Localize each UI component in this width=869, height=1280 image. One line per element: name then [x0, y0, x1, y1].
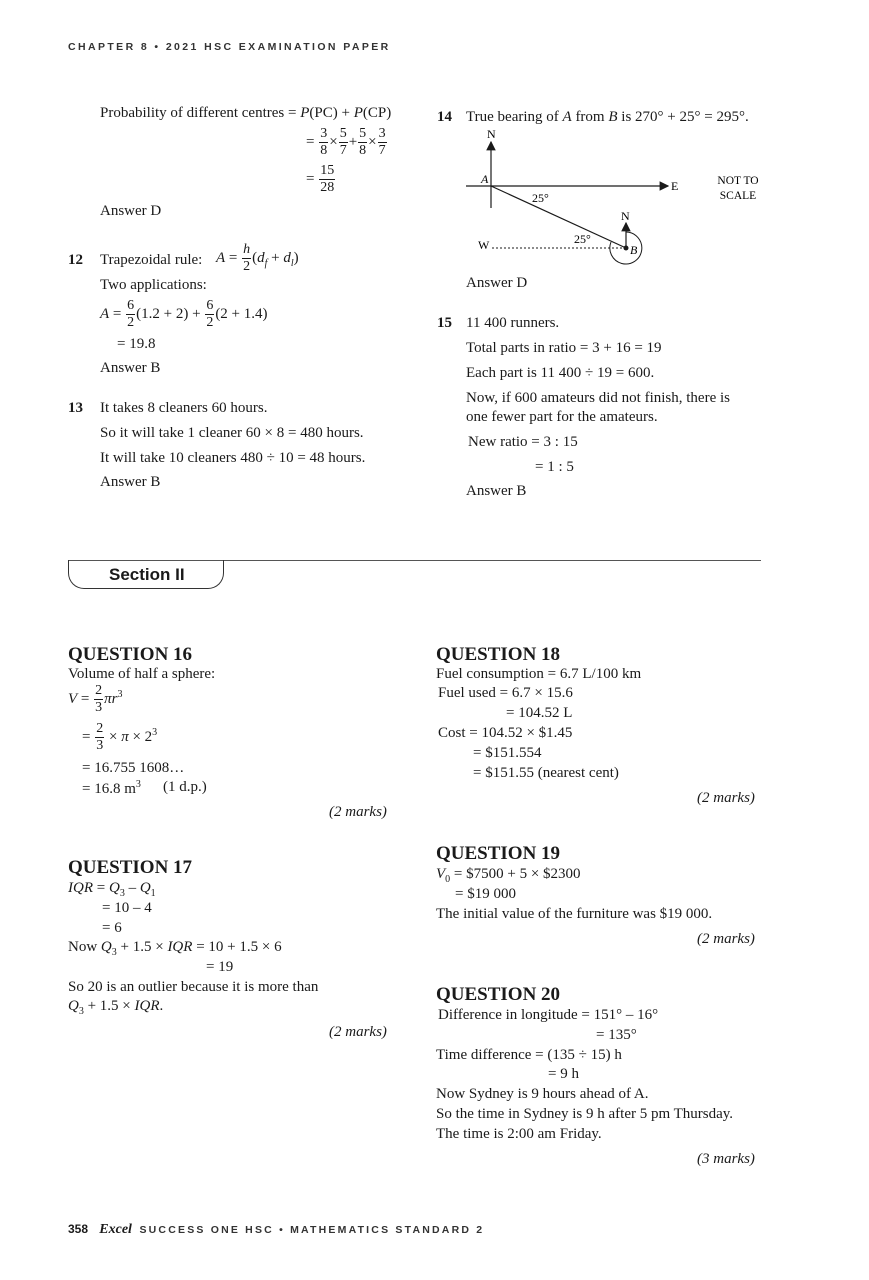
q20-line: = 9 h	[548, 1066, 579, 1082]
q19-line: The initial value of the furniture was $19 000.	[436, 906, 713, 922]
running-head: CHAPTER 8 • 2021 HSC EXAMINATION PAPER	[68, 41, 391, 53]
point-b-dot	[624, 246, 629, 251]
question-16-title: QUESTION 16	[68, 644, 193, 665]
q15-line: Total parts in ratio = 3 + 16 = 19	[466, 340, 662, 356]
q15-line: Each part is 11 400 ÷ 19 = 600.	[466, 365, 655, 381]
q16-formula: V = $\frac{2}{3}$ $\pi r^3$	[68, 683, 123, 715]
q13-answer: Answer B	[100, 474, 161, 490]
question-17-title: QUESTION 17	[68, 857, 193, 878]
q16-marks: (2 marks)	[329, 804, 387, 820]
section-label: Section II	[109, 565, 185, 584]
q14-text: True bearing of A from B is 270° + 25° = 295°.	[466, 109, 749, 125]
q20-line: = 135°	[596, 1027, 637, 1043]
question-20-title: QUESTION 20	[436, 984, 561, 1005]
q12-working: A = $\frac{6}{2}$ (1.2 + 2) + $\frac{6}{2}$ (2 + 1.4)	[100, 298, 268, 330]
q18-line: Fuel consumption = 6.7 L/100 km	[436, 666, 642, 682]
q18-line: = $151.55 (nearest cent)	[473, 765, 619, 781]
q12-two-applications: Two applications:	[100, 277, 207, 293]
q13-line: It will take 10 cleaners 480 ÷ 10 = 48 hours.	[100, 450, 366, 466]
section-tab	[68, 560, 224, 589]
q12-rule-label: Trapezoidal rule:	[100, 252, 203, 268]
q19-marks: (2 marks)	[697, 931, 755, 947]
q15-answer: Answer B	[466, 483, 527, 499]
q16-rounded: = 16.8 $m^3$	[82, 779, 141, 797]
question-18-title: QUESTION 18	[436, 644, 561, 665]
q20-marks: (3 marks)	[697, 1151, 755, 1167]
footer	[68, 1221, 484, 1238]
q16-substitution: = $\frac{2}{3}$ × $\pi \times 2^3$	[82, 721, 158, 753]
brand-logo: Excel	[99, 1222, 132, 1237]
q20-line: The time is 2:00 am Friday.	[436, 1126, 602, 1142]
q17-marks: (2 marks)	[329, 1024, 387, 1040]
q15-line: one fewer part for the amateurs.	[466, 409, 658, 425]
q17-line: = 19	[206, 959, 234, 975]
q13-line: It takes 8 cleaners 60 hours.	[100, 400, 268, 416]
q17-line: = 10 – 4	[102, 900, 152, 916]
q11-probability-line: Probability of different centres = P(PC) + P(CP)	[100, 105, 392, 121]
q12-answer: Answer B	[100, 360, 161, 376]
footer-title: SUCCESS ONE HSC • MATHEMATICS STANDARD 2	[139, 1224, 485, 1236]
q20-line: Now Sydney is 9 hours ahead of A.	[436, 1086, 649, 1102]
q12-rule-formula: A = $\frac{h}{2}$ $(d_f + d_l)$	[216, 242, 299, 274]
q17-outlier-test: Now $Q_3 + 1.5$ × IQR = 10 + 1.5 × 6	[68, 939, 282, 958]
q12-result: = 19.8	[117, 336, 156, 352]
q15-line: = 1 : 5	[535, 459, 574, 475]
angle-label-1: 25°	[532, 191, 549, 205]
point-b-label: B	[630, 243, 638, 257]
q15-line: 11 400 runners.	[466, 315, 560, 331]
q12-number: 12	[68, 252, 83, 268]
q13-line: So it will take 1 cleaner 60 × 8 = 480 hours.	[100, 425, 364, 441]
q15-number: 15	[437, 315, 452, 331]
q17-outlier-bound: $Q_3 + 1.5$ × IQR.	[68, 998, 164, 1017]
q19-formula: $V_0$ = $7500 + 5 × $2300	[436, 866, 581, 885]
q14-answer: Answer D	[466, 275, 528, 291]
north-label-a: N	[487, 128, 496, 141]
q17-iqr-formula: IQR = $Q_3 - Q_1$	[68, 880, 156, 899]
q20-line: So the time in Sydney is 9 h after 5 pm Thursday.	[436, 1106, 734, 1122]
q16-precision-note: (1 d.p.)	[163, 779, 207, 795]
q14-number: 14	[437, 109, 452, 125]
q11-answer: Answer D	[100, 203, 162, 219]
q16-line: Volume of half a sphere:	[68, 666, 216, 682]
line-ab	[491, 186, 626, 248]
q17-line: So 20 is an outlier because it is more than	[68, 979, 319, 995]
not-to-scale-line2: SCALE	[719, 190, 757, 202]
west-label: W	[478, 238, 490, 252]
q13-number: 13	[68, 400, 83, 416]
angle-label-2: 25°	[574, 232, 591, 246]
q18-line: = $151.554	[473, 745, 542, 761]
q15-line: Now, if 600 amateurs did not finish, there is	[466, 390, 730, 406]
east-label: E	[671, 179, 679, 193]
q18-line: Cost = 104.52 × $1.45	[438, 725, 573, 741]
q20-line: Time difference = (135 ÷ 15) h	[436, 1047, 622, 1063]
q18-line: Fuel used = 6.7 × 15.6	[438, 685, 573, 701]
bearing-diagram	[460, 128, 770, 268]
q20-line: Difference in longitude = 151° – 16°	[438, 1007, 659, 1023]
q17-line: = 6	[102, 920, 122, 936]
q16-line: = 16.755 1608…	[82, 760, 185, 776]
q19-line: = $19 000	[455, 886, 516, 902]
point-a-label: A	[481, 172, 489, 186]
q11-fraction-result: = $\frac{15}{28}$	[306, 163, 335, 195]
q18-line: = 104.52 L	[506, 705, 573, 721]
not-to-scale-line1: NOT TO	[717, 175, 759, 187]
page-number: 358	[68, 1222, 89, 1236]
q11-fraction-product: = $\frac{3}{8}$ × $\frac{5}{7}$ + $\frac{5}{8}$ × $\frac{3}{7}$	[306, 126, 386, 158]
north-label-b: N	[621, 209, 630, 223]
question-19-title: QUESTION 19	[436, 843, 561, 864]
q15-line: New ratio = 3 : 15	[468, 434, 578, 450]
q18-marks: (2 marks)	[697, 790, 755, 806]
